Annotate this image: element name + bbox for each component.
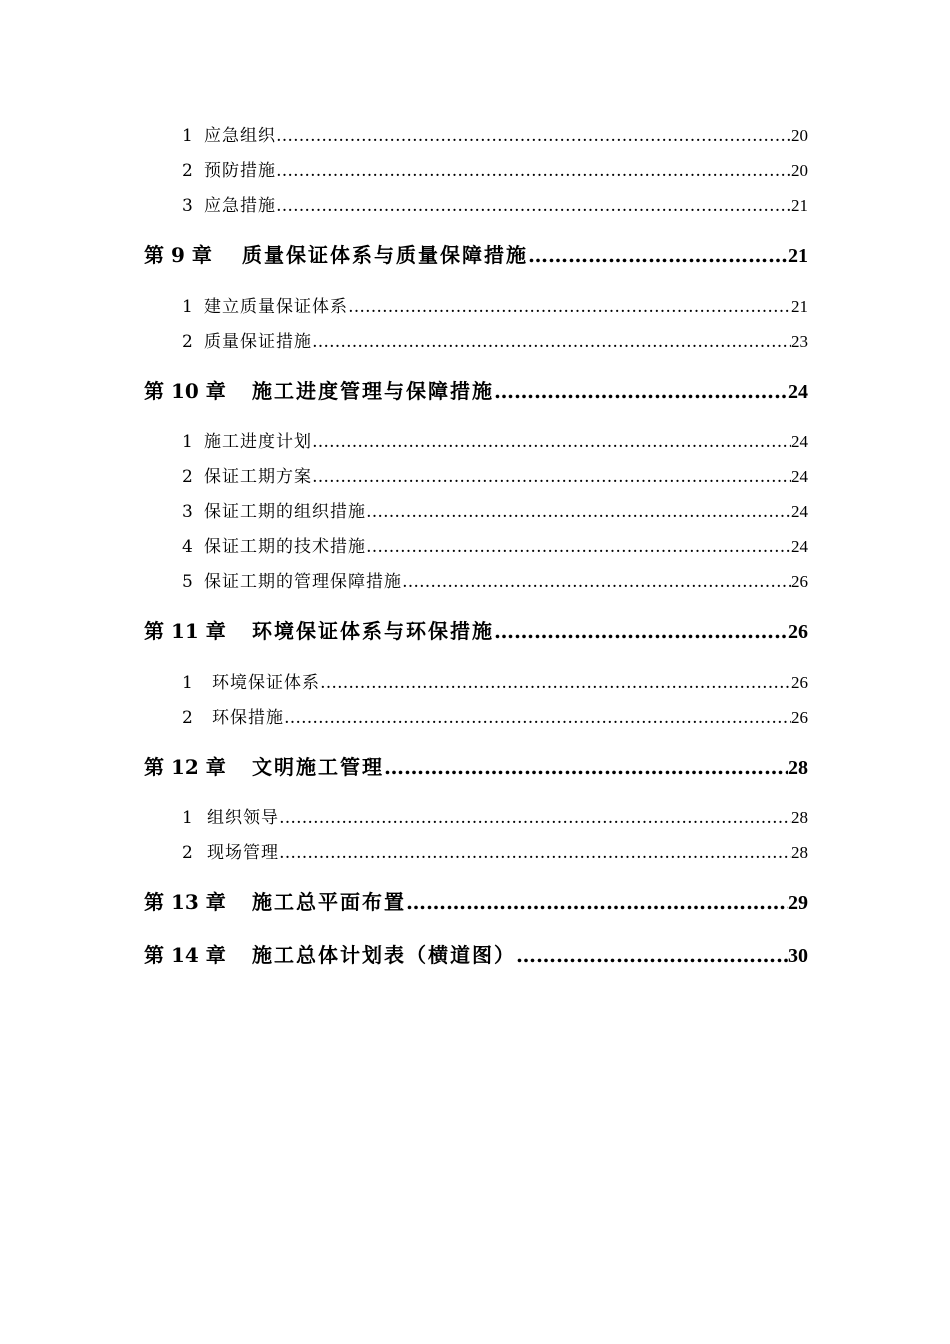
entry-page-number: 26 (791, 708, 808, 727)
entry-page-number: 28 (791, 843, 808, 862)
entry-number: 1 (182, 297, 193, 317)
entry-page-number: 20 (791, 161, 808, 180)
chapter-label: 第 12 章 (144, 755, 226, 779)
entry-title: 应急措施 (204, 196, 276, 216)
toc-entry[interactable] (182, 670, 808, 696)
dot-leader (276, 123, 791, 149)
toc-chapter[interactable] (144, 887, 808, 917)
entry-page-number: 20 (791, 126, 808, 145)
toc-chapter[interactable] (144, 940, 808, 970)
dot-leader (366, 534, 791, 560)
entry-number: 4 (182, 537, 193, 557)
entry-number: 1 (182, 808, 193, 828)
entry-number: 3 (182, 196, 193, 216)
dot-leader (406, 887, 788, 917)
toc-entry[interactable] (182, 193, 808, 219)
dot-leader (320, 670, 791, 696)
entry-number: 2 (182, 161, 193, 181)
toc-chapter[interactable] (144, 240, 808, 270)
chapter-page-number: 24 (788, 381, 808, 403)
entry-page-number: 21 (791, 196, 808, 215)
entry-page-number: 23 (791, 332, 808, 351)
entry-title: 保证工期方案 (204, 467, 312, 487)
entry-page-number: 24 (791, 537, 808, 556)
dot-leader (276, 193, 791, 219)
toc-chapter[interactable] (144, 376, 808, 406)
entry-number: 2 (182, 467, 193, 487)
chapter-title: 施工进度管理与保障措施 (252, 379, 494, 403)
toc-entry[interactable] (182, 840, 808, 866)
dot-leader (528, 240, 788, 270)
chapter-title: 质量保证体系与质量保障措施 (242, 243, 528, 267)
dot-leader (348, 294, 791, 320)
dot-leader (384, 752, 788, 782)
entry-page-number: 24 (791, 432, 808, 451)
toc-entry[interactable] (182, 534, 808, 560)
dot-leader (284, 705, 791, 731)
dot-leader (402, 569, 791, 595)
toc-entry[interactable] (182, 123, 808, 149)
toc-entry[interactable] (182, 705, 808, 731)
toc-entry[interactable] (182, 805, 808, 831)
entry-page-number: 21 (791, 297, 808, 316)
chapter-page-number: 30 (788, 945, 808, 967)
toc-entry[interactable] (182, 569, 808, 595)
dot-leader (312, 429, 791, 455)
toc-entry[interactable] (182, 329, 808, 355)
entry-page-number: 28 (791, 808, 808, 827)
entry-page-number: 26 (791, 572, 808, 591)
dot-leader (276, 158, 791, 184)
chapter-label: 第 10 章 (144, 379, 226, 403)
toc-entry[interactable] (182, 294, 808, 320)
dot-leader (494, 376, 788, 406)
dot-leader (312, 464, 791, 490)
dot-leader (279, 805, 791, 831)
entry-number: 1 (182, 432, 193, 452)
entry-page-number: 24 (791, 502, 808, 521)
toc-chapter[interactable] (144, 752, 808, 782)
chapter-title: 施工总平面布置 (252, 890, 406, 914)
dot-leader (366, 499, 791, 525)
chapter-label: 第 14 章 (144, 943, 226, 967)
chapter-title: 环境保证体系与环保措施 (252, 619, 494, 643)
dot-leader (279, 840, 791, 866)
dot-leader (312, 329, 791, 355)
entry-title: 环保措施 (212, 708, 284, 728)
entry-title: 保证工期的管理保障措施 (204, 572, 402, 592)
dot-leader (494, 616, 788, 646)
chapter-title: 施工总体计划表（横道图） (252, 943, 516, 967)
entry-number: 2 (182, 332, 193, 352)
entry-number: 3 (182, 502, 193, 522)
chapter-page-number: 29 (788, 892, 808, 914)
entry-title: 现场管理 (207, 843, 279, 863)
entry-title: 组织领导 (207, 808, 279, 828)
chapter-label: 第 9 章 (144, 243, 212, 267)
entry-number: 2 (182, 843, 193, 863)
chapter-page-number: 21 (788, 245, 808, 267)
chapter-label: 第 11 章 (144, 619, 226, 643)
entry-title: 预防措施 (204, 161, 276, 181)
entry-title: 保证工期的技术措施 (204, 537, 366, 557)
toc-entry[interactable] (182, 499, 808, 525)
entry-number: 2 (182, 708, 193, 728)
toc-entry[interactable] (182, 464, 808, 490)
chapter-title: 文明施工管理 (252, 755, 384, 779)
toc-entry[interactable] (182, 158, 808, 184)
entry-title: 建立质量保证体系 (204, 297, 348, 317)
entry-title: 环境保证体系 (212, 673, 320, 693)
chapter-label: 第 13 章 (144, 890, 226, 914)
entry-title: 应急组织 (204, 126, 276, 146)
entry-number: 1 (182, 126, 193, 146)
entry-title: 保证工期的组织措施 (204, 502, 366, 522)
entry-title: 质量保证措施 (204, 332, 312, 352)
chapter-page-number: 26 (788, 621, 808, 643)
dot-leader (516, 940, 788, 970)
toc-chapter[interactable] (144, 616, 808, 646)
entry-number: 5 (182, 572, 193, 592)
entry-title: 施工进度计划 (204, 432, 312, 452)
toc-entry[interactable] (182, 429, 808, 455)
entry-page-number: 26 (791, 673, 808, 692)
entry-number: 1 (182, 673, 193, 693)
entry-page-number: 24 (791, 467, 808, 486)
chapter-page-number: 28 (788, 757, 808, 779)
